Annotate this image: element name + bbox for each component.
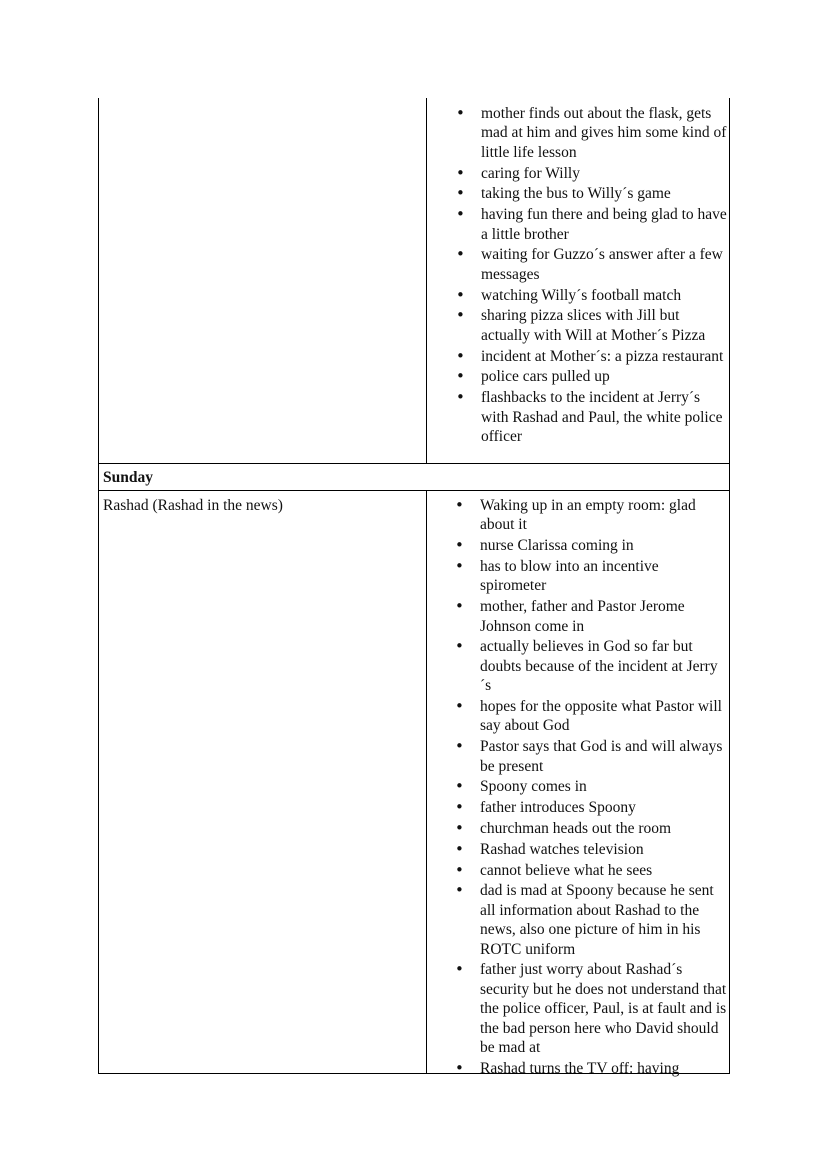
bullet-item: • hopes for the opposite what Pastor will say about God — [455, 697, 727, 736]
bullet-item: • Rashad watches television — [455, 840, 727, 859]
bullet-item: • watching Willy´s football match — [456, 286, 728, 305]
bullet-item: • cannot believe what he sees — [455, 861, 727, 880]
bullet-item: • having fun there and being glad to have a little brother — [456, 205, 728, 244]
table2-column-divider — [426, 490, 427, 1074]
heading-bottom-border — [98, 490, 730, 491]
bullet-item: • sharing pizza slices with Jill but actually with Will at Mother´s Pizza — [456, 306, 728, 345]
bullet-item: • Spoony comes in — [455, 777, 727, 796]
bullet-item: • flashbacks to the incident at Jerry´s with Rashad and Paul, the white police officer — [456, 388, 728, 446]
bullet-item: • Pastor says that God is and will always be present — [455, 737, 727, 776]
bullet-item: • Rashad turns the TV off: having — [455, 1059, 727, 1078]
bullet-item: • taking the bus to Willy´s game — [456, 184, 728, 203]
bullet-item: • mother, father and Pastor Jerome Johnson come in — [455, 597, 727, 636]
table1-left-border — [98, 98, 99, 464]
bullet-item: • nurse Clarissa coming in — [455, 536, 727, 555]
bullet-item: • father introduces Spoony — [455, 798, 727, 817]
table1-column-divider — [426, 98, 427, 464]
table2-right-border — [729, 490, 730, 1074]
heading-left-border — [98, 463, 99, 491]
table2-bullet-list — [455, 496, 727, 1080]
section-heading-sunday: Sunday — [103, 469, 153, 486]
table2-left-cell-rashad: Rashad (Rashad in the news) — [103, 497, 283, 514]
table2-left-border — [98, 490, 99, 1074]
table1-bullet-list — [456, 104, 728, 448]
bullet-item: • has to blow into an incentive spirometer — [455, 557, 727, 596]
bullet-item: • dad is mad at Spoony because he sent all information about Rashad to the news, also one picture of him in his ROTC uniform — [455, 881, 727, 959]
bullet-item: • Waking up in an empty room: glad about it — [455, 496, 727, 535]
bullet-item: • police cars pulled up — [456, 367, 728, 386]
bullet-item: • waiting for Guzzo´s answer after a few messages — [456, 245, 728, 284]
heading-right-border — [729, 463, 730, 491]
bullet-item: • churchman heads out the room — [455, 819, 727, 838]
bullet-item: • incident at Mother´s: a pizza restaurant — [456, 347, 728, 366]
bullet-item: • actually believes in God so far but doubts because of the incident at Jerry´s — [455, 637, 727, 695]
table1-bottom-border — [98, 463, 730, 464]
bullet-item: • father just worry about Rashad´s security but he does not understand that the police officer, Paul, is at fault and is the bad person here who David should be mad at — [455, 960, 727, 1057]
bullet-item: • mother finds out about the flask, gets mad at him and gives him some kind of little life lesson — [456, 104, 728, 162]
table1-right-border — [729, 98, 730, 464]
bullet-item: • caring for Willy — [456, 164, 728, 183]
